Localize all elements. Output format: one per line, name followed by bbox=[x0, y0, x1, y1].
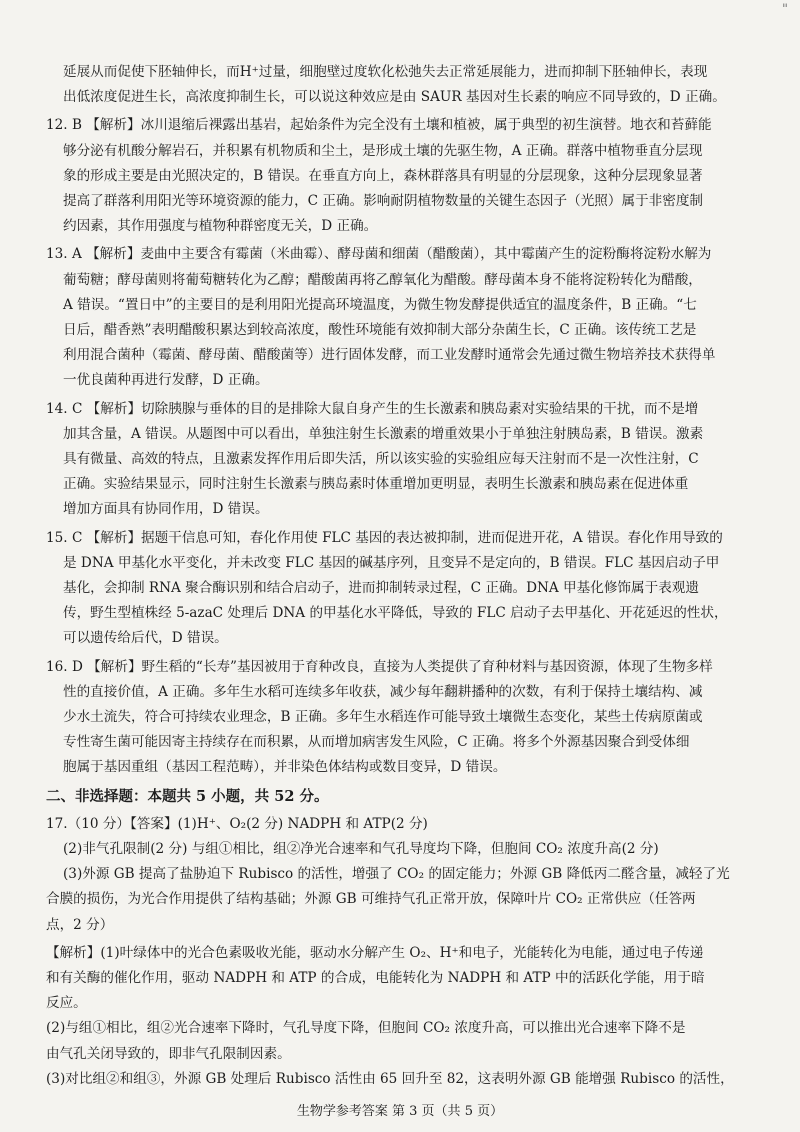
text-line: 传，野生型植株经 5-azaC 处理后 DNA 的甲基化水平降低，导致的 FLC 启动子去甲基化、开花延迟的性状， bbox=[63, 605, 728, 622]
text-line: A 错误。“置日中”的主要目的是利用阳光提高环境温度，为微生物发酵提供适宜的温度条件，B 正确。“七 bbox=[63, 296, 697, 313]
text-line: 专性寄生菌可能因寄主持续存在而积累，从而增加病害发生风险，C 正确。将多个外源基因聚合到受体细 bbox=[63, 734, 690, 751]
text-line: 正确。实验结果显示，同时注射生长激素与胰岛素时体重增加更明显，表明生长激素和胰岛素在促进体重 bbox=[63, 476, 689, 493]
text-line: 15. C 【解析】据题干信息可知，春化作用使 FLC 基因的表达被抑制，进而促进开花，A 错误。春化作用导致的 bbox=[46, 529, 723, 546]
corner-mark: " bbox=[782, 2, 788, 17]
text-line: 性的直接价值，A 正确。多年生水稻可连续多年收获，减少每年翻耕播种的次数，有利于保持土壤结构、减 bbox=[63, 683, 703, 700]
text-line: 是 DNA 甲基化水平变化，并未改变 FLC 基因的碱基序列，且变异不是定向的，B 错误。FLC 基因启动子甲 bbox=[63, 554, 720, 571]
text-line: 够分泌有机酸分解岩石，并积累有机物质和尘土，是形成土壤的先驱生物，A 正确。群落中植物垂直分层现 bbox=[63, 142, 703, 159]
text-line: (2)非气孔限制(2 分) 与组①相比，组②净光合速率和气孔导度均下降，但胞间 CO₂ 浓度升高(2 分) bbox=[63, 840, 659, 857]
page-footer: 生物学参考答案 第 3 页（共 5 页） bbox=[296, 1104, 504, 1119]
text-line: 【解析】(1)叶绿体中的光合色素吸收光能，驱动水分解产生 O₂、H⁺和电子，光能转化为电能，通过电子传递 bbox=[46, 944, 704, 961]
question-15-answer bbox=[46, 526, 758, 652]
text-line: 具有微量、高效的特点，且激素发挥作用后即失活，所以该实验的实验组应每天注射而不是一次性注射，C bbox=[63, 451, 699, 468]
question-13-answer bbox=[46, 242, 758, 393]
text-line: 延展从而促使下胚轴伸长，而H⁺过量，细胞壁过度软化松弛失去正常延展能力，进而抑制下胚轴伸长，表现 bbox=[63, 64, 708, 80]
text-line: 12. B 【解析】冰川退缩后裸露出基岩，起始条件为完全没有土壤和植被，属于典型的初生演替。地衣和苔藓能 bbox=[46, 117, 712, 134]
text-line: 和有关酶的催化作用，驱动 NADPH 和 ATP 的合成，电能转化为 NADPH 和 ATP 中的活跃化学能，用于暗 bbox=[46, 969, 705, 986]
question-14-answer bbox=[46, 397, 758, 523]
question-12-answer bbox=[46, 113, 758, 239]
text-line: 点，2 分） bbox=[46, 916, 114, 933]
question-17-analysis bbox=[46, 941, 758, 1092]
page-content bbox=[46, 60, 758, 1095]
text-line: 提高了群落利用阳光等环境资源的能力，C 正确。影响耐阴植物数量的关键生态因子（光照）属于非密度制 bbox=[63, 193, 704, 210]
text-line: 出低浓度促进生长，高浓度抑制生长，可以说这种效应是由 SAUR 基因对生长素的响应不同导致的，D 正确。 bbox=[63, 89, 726, 106]
text-line: 少水土流失，符合可持续农业理念，B 正确。多年生水稻连作可能导致土壤微生态变化，某些土传病原菌或 bbox=[63, 709, 703, 726]
text-line: (3)对比组②和组③，外源 GB 处理后 Rubisco 活性由 65 回升至 82，这表明外源 GB 能增强 Rubisco 的活性， bbox=[46, 1070, 734, 1087]
section-heading: 二、非选择题：本题共 5 小题，共 52 分。 bbox=[46, 787, 329, 805]
text-line: 基化，会抑制 RNA 聚合酶识别和结合启动子，进而抑制转录过程，C 正确。DNA 甲基化修饰属于表观遗 bbox=[63, 580, 699, 597]
text-line: 利用混合菌种（霉菌、酵母菌、醋酸菌等）进行固体发酵，而工业发酵时通常会先通过微生物培养技术获得单 bbox=[63, 347, 716, 364]
text-line: 约因素，其作用强度与植物种群密度无关，D 正确。 bbox=[63, 218, 378, 235]
intro-paragraph bbox=[46, 60, 758, 110]
text-line: (2)与组①相比，组②光合速率下降时，气孔导度下降，但胞间 CO₂ 浓度升高，可以推出光合速率下降不是 bbox=[46, 1020, 686, 1037]
text-line: 可以遗传给后代，D 错误。 bbox=[63, 630, 228, 647]
text-line: 17.（10 分）【答案】(1)H⁺、O₂(2 分) NADPH 和 ATP(2 分) bbox=[46, 815, 428, 832]
text-line: 日后，醋香熟”表明醋酸积累达到较高浓度，酸性环境能有效抑制大部分杂菌生长，C 正确。该传统工艺是 bbox=[63, 322, 697, 339]
text-line: 增加方面具有协同作用，D 错误。 bbox=[63, 501, 269, 518]
text-line: 一优良菌种再进行发酵，D 正确。 bbox=[63, 372, 269, 389]
text-line: 由气孔关闭导致的，即非气孔限制因素。 bbox=[46, 1045, 291, 1062]
question-16-answer bbox=[46, 655, 758, 781]
text-line: 加其含量，A 错误。从题图中可以看出，单独注射生长激素的增重效果小于单独注射胰岛素，B 错误。激素 bbox=[63, 425, 704, 442]
text-line: 葡萄糖；酵母菌则将葡萄糖转化为乙醇；醋酸菌再将乙醇氧化为醋酸。酵母菌本身不能将淀粉转化为醋酸， bbox=[63, 271, 702, 288]
text-line: 反应。 bbox=[46, 995, 87, 1012]
text-line: 合膜的损伤，为光合作用提供了结构基础；外源 GB 可维持气孔正常开放，保障叶片 CO₂ 正常供应（任答两 bbox=[46, 891, 696, 908]
text-line: 13. A 【解析】麦曲中主要含有霉菌（米曲霉）、酵母菌和细菌（醋酸菌），其中霉菌产生的淀粉酶将淀粉水解为 bbox=[46, 246, 712, 263]
text-line: 14. C 【解析】切除胰腺与垂体的目的是排除大鼠自身产生的生长激素和胰岛素对实验结果的干扰，而不是增 bbox=[46, 400, 699, 417]
text-line: 胞属于基因重组（基因工程范畴），并非染色体结构或数目变异，D 错误。 bbox=[63, 759, 507, 776]
text-line: (3)外源 GB 提高了盐胁迫下 Rubisco 的活性，增强了 CO₂ 的固定能力；外源 GB 降低丙二醛含量，减轻了光 bbox=[63, 866, 730, 883]
text-line: 16. D 【解析】野生稻的“长寿”基因被用于育种改良，直接为人类提供了育种材料与基因资源，体现了生物多样 bbox=[46, 658, 713, 675]
question-17-answer bbox=[46, 812, 758, 938]
text-line: 象的形成主要是由光照决定的，B 错误。在垂直方向上，森林群落具有明显的分层现象，这种分层现象显著 bbox=[63, 167, 703, 184]
